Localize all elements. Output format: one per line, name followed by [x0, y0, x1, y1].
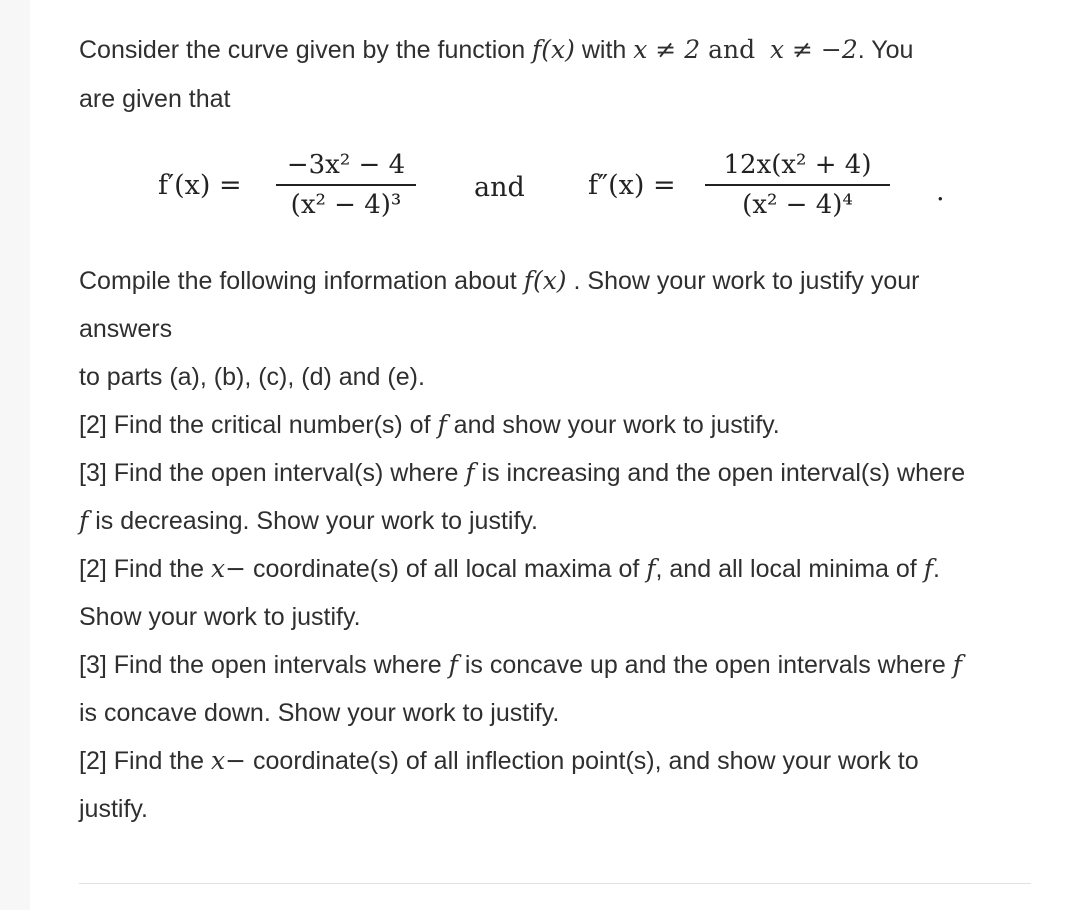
part-c-text: [2] Find the — [79, 555, 212, 583]
part-e-text: [2] Find the — [79, 747, 212, 775]
fdouble-denominator: (x² − 4)⁴ — [742, 189, 853, 220]
intro-text-with: with — [574, 36, 634, 64]
fprime-denominator: (x² − 4)³ — [290, 189, 402, 220]
f-symbol: f — [952, 650, 962, 679]
part-c-line-1 — [79, 545, 940, 593]
part-c-line-2 — [79, 593, 361, 641]
f-symbol: f — [437, 410, 447, 439]
fx-symbol: f(x) — [523, 266, 567, 295]
f-symbol: f — [923, 554, 933, 583]
part-b-text-end: is decreasing. Show your work to justify. — [88, 507, 538, 535]
instructions-line-1 — [79, 257, 919, 305]
intro-text: Consider the curve given by the function — [79, 36, 533, 64]
f-symbol: f — [646, 554, 656, 583]
intro-line-1 — [79, 26, 913, 74]
part-c-text-minima: , and all local minima of — [655, 555, 924, 583]
part-c-text-end: Show your work to justify. — [79, 603, 361, 631]
and-word: and — [700, 35, 764, 64]
part-b-line-1 — [79, 449, 965, 497]
fdouble-fraction — [705, 148, 890, 222]
intro-text-given: are given that — [79, 85, 231, 113]
part-b-line-2 — [79, 497, 538, 545]
instructions-text-answers: answers — [79, 315, 173, 343]
x-symbol: x− — [211, 554, 247, 583]
intro-text-you: . You — [857, 36, 914, 64]
part-b-text: [3] Find the open interval(s) where — [79, 459, 466, 487]
f-symbol: f — [79, 506, 89, 535]
x-symbol: x− — [211, 746, 247, 775]
part-b-text-mid: is increasing and the open interval(s) where — [474, 459, 966, 487]
fprime-fraction — [276, 148, 416, 222]
part-e-text-mid: coordinate(s) of all inflection point(s), and show your work to — [246, 747, 919, 775]
fdouble-lhs: f″(x) = — [588, 170, 676, 201]
fraction-bar — [276, 184, 416, 186]
part-a-text: [2] Find the critical number(s) of — [79, 411, 438, 439]
part-c-text-maxima: coordinate(s) of all local maxima of — [246, 555, 647, 583]
fdouble-numerator: 12x(x² + 4) — [723, 150, 872, 180]
part-e-line-1 — [79, 737, 919, 785]
f-symbol: f — [465, 458, 475, 487]
part-c-period: . — [932, 555, 940, 583]
part-a — [79, 401, 780, 449]
part-e-text-end: justify. — [79, 795, 148, 823]
part-e-line-2 — [79, 785, 148, 833]
divider — [79, 883, 1031, 884]
part-d-text-mid: is concave up and the open intervals where — [457, 651, 953, 679]
intro-line-2 — [79, 75, 231, 123]
fraction-bar — [705, 184, 890, 186]
part-d-line-2 — [79, 689, 559, 737]
part-a-text-end: and show your work to justify. — [446, 411, 780, 439]
condition-2: x ≠ −2 — [769, 35, 858, 64]
and-label: and — [474, 172, 525, 203]
part-d-text-end: is concave down. Show your work to justify. — [79, 699, 560, 727]
condition-1: x ≠ 2 — [633, 35, 701, 64]
part-d-text: [3] Find the open intervals where — [79, 651, 449, 679]
equation-period: . — [936, 176, 945, 207]
fprime-numerator: −3x² − 4 — [286, 150, 406, 180]
instructions-line-3 — [79, 353, 425, 401]
instructions-text-justify: . Show your work to justify your — [566, 267, 920, 295]
f-symbol: f — [448, 650, 458, 679]
instructions-text-parts: to parts (a), (b), (c), (d) and (e). — [79, 363, 425, 391]
instructions-text: Compile the following information about — [79, 267, 524, 295]
part-d-line-1 — [79, 641, 962, 689]
fprime-lhs: f′(x) = — [158, 170, 242, 201]
instructions-line-2 — [79, 305, 172, 353]
fx-symbol: f(x) — [532, 35, 575, 64]
